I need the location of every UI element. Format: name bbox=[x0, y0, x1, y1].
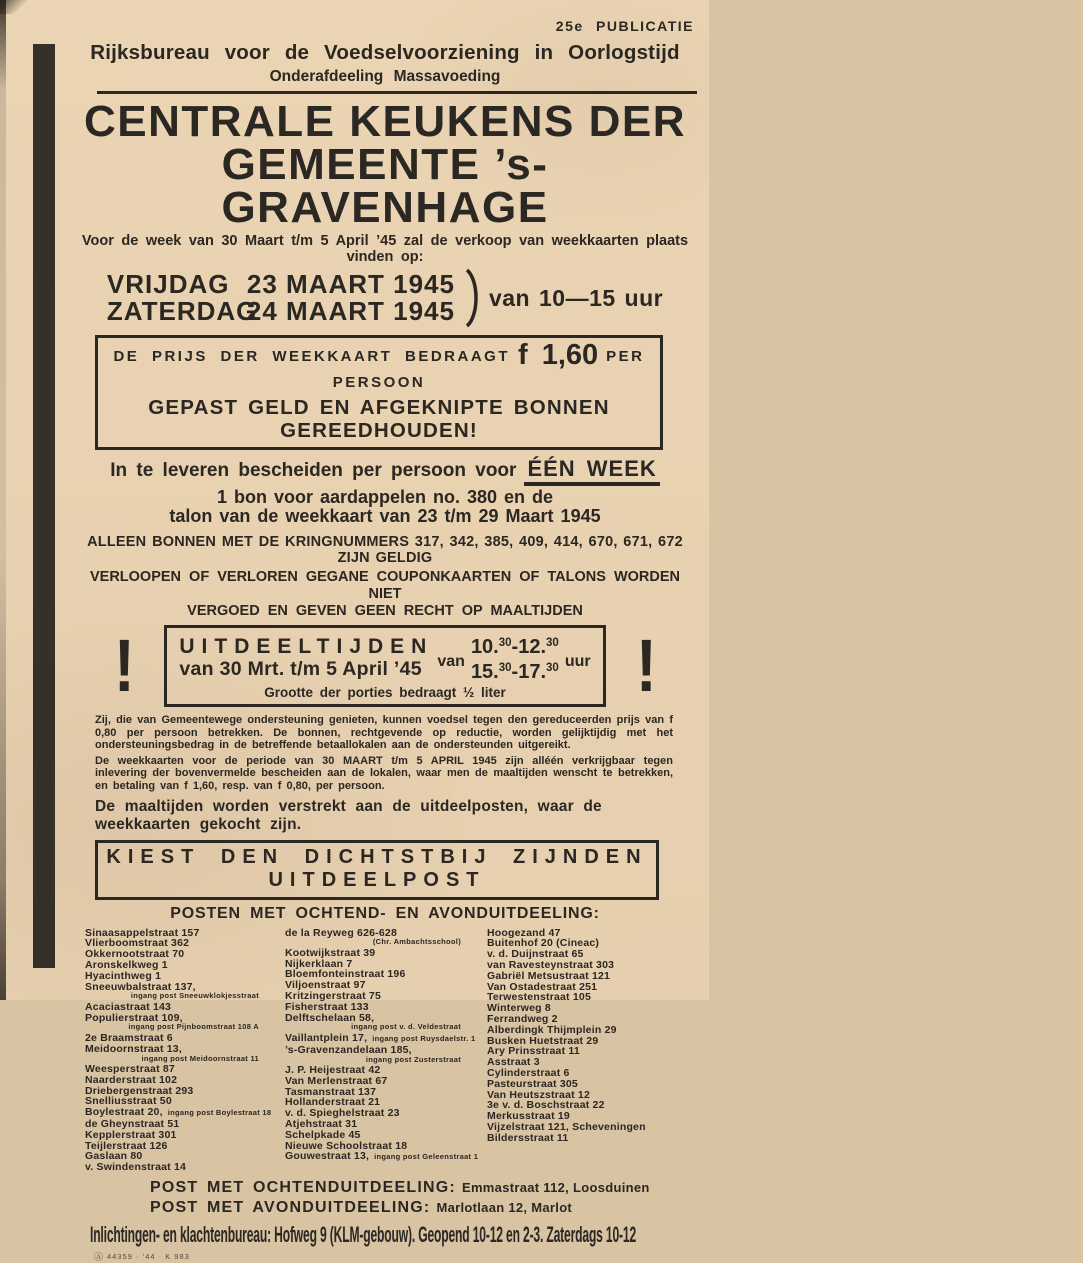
distribution-period: van 30 Mrt. t/m 5 April ’45 bbox=[179, 658, 422, 680]
sale-day-name: VRIJDAG bbox=[106, 269, 230, 299]
exclamation-mark-left: ! bbox=[113, 624, 135, 707]
post-address: Vlierboomstraat 362 bbox=[85, 937, 190, 950]
main-title-line1: CENTRALE KEUKENS DER bbox=[83, 97, 687, 146]
portion-size-line: Grootte der porties bedraagt ½ liter bbox=[264, 685, 506, 700]
post-address: Bloemfonteinstraat 196 bbox=[285, 968, 406, 981]
lost-cards-line2: VERGOED EN GEVEN GEEN RECHT OP MAALTIJDEN bbox=[187, 603, 583, 619]
post-address: Buitenhof 20 (Cineac) bbox=[487, 937, 600, 950]
printer-imprint bbox=[94, 1250, 700, 1263]
post-address: Vijzelstraat 121, Scheveningen bbox=[487, 1120, 646, 1133]
post-address: Hoogezand 47 bbox=[487, 926, 561, 939]
time-part: -17. bbox=[511, 661, 547, 683]
post-address: van Ravesteynstraat 303 bbox=[487, 958, 615, 971]
list-item bbox=[85, 1013, 285, 1032]
price-amount: f 1,60 bbox=[518, 339, 599, 371]
information-bureau-line bbox=[90, 1222, 700, 1248]
post-address: Merkusstraat 19 bbox=[487, 1110, 570, 1123]
post-address: J. P. Heijestraat 42 bbox=[285, 1064, 381, 1077]
post-address: Atjehstraat 31 bbox=[285, 1118, 358, 1131]
post-address: v. d. Spieghelstraat 23 bbox=[285, 1107, 400, 1120]
post-address: 2e Braamstraat 6 bbox=[85, 1031, 173, 1044]
printer-mark-icon: Ⓐ bbox=[94, 1252, 104, 1262]
list-item bbox=[487, 1133, 700, 1144]
post-address: Kritzingerstraat 75 bbox=[285, 990, 381, 1003]
post-address: Populierstraat 109, bbox=[85, 1011, 183, 1024]
post-address: Hyacinthweg 1 bbox=[85, 969, 162, 982]
post-address: Schelpkade 45 bbox=[285, 1128, 361, 1141]
post-note: ingang post Ruysdaelstr. 1 bbox=[372, 1033, 476, 1043]
morning-post-value: Emmastraat 112, Loosduinen bbox=[461, 1180, 650, 1195]
post-note: (Chr. Ambachtsschool) bbox=[372, 937, 461, 947]
time-part: 30 bbox=[498, 637, 512, 649]
post-address: Snelliusstraat 50 bbox=[85, 1095, 172, 1108]
posts-column-3 bbox=[487, 928, 700, 1173]
publication-number: 25e PUBLICATIE bbox=[555, 18, 694, 34]
list-item bbox=[85, 1162, 285, 1173]
post-address: Asstraat 3 bbox=[487, 1056, 540, 1069]
time-part: 15. bbox=[470, 661, 499, 683]
post-address: Driebergenstraat 293 bbox=[85, 1084, 194, 1097]
posts-heading: POSTEN MET OCHTEND- EN AVONDUITDEELING: bbox=[170, 904, 600, 922]
special-posts bbox=[150, 1179, 700, 1216]
main-title bbox=[70, 97, 700, 232]
post-note: ingang post Boylestraat 18 bbox=[167, 1108, 272, 1118]
post-address: v. Swindenstraat 14 bbox=[85, 1161, 187, 1174]
price-warning: GEPAST GELD EN AFGEKNIPTE BONNEN GEREEDHOUDEN! bbox=[148, 396, 610, 442]
sale-days bbox=[70, 269, 700, 327]
weekcards-paragraph: De weekkaarten voor de periode van 30 MAART t/m 5 APRIL 1945 zijn alléén verkrijgbaar tegen inlevering der bovenvermelde bescheiden aan de lokalen, waar men de maaltijden wenscht te betrekken, en betaling van f 1,60, resp. van f 0,80, per persoon. bbox=[95, 754, 673, 792]
post-address: Busken Huetstraat 29 bbox=[487, 1034, 599, 1047]
posts-column-2 bbox=[285, 928, 487, 1173]
main-title-line2: GEMEENTE ’s-GRAVENHAGE bbox=[221, 140, 549, 232]
time-part: 30 bbox=[546, 662, 559, 674]
price-line bbox=[100, 339, 658, 396]
price-suffix: PER PERSOON bbox=[332, 348, 645, 391]
evening-post-value: Marlotlaan 12, Marlot bbox=[436, 1200, 573, 1215]
organization-subtitle: Onderafdeeling Massavoeding bbox=[269, 68, 501, 85]
printer-code: 44359 · ’44 · K 983 bbox=[107, 1252, 190, 1261]
submit-prefix: In te leveren bescheiden per persoon voor bbox=[110, 460, 517, 481]
choose-post-banner: KIEST DEN DICHTSTBIJ ZIJNDEN UITDEELPOST bbox=[95, 840, 659, 900]
post-address: Weesperstraat 87 bbox=[85, 1063, 175, 1076]
price-prefix: DE PRIJS DER WEEKKAART BEDRAAGT bbox=[113, 348, 510, 365]
scan-corner-shadow bbox=[0, 0, 28, 14]
meals-paragraph: De maaltijden worden verstrekt aan de uitdeelposten, waar de weekkaarten gekocht zijn. bbox=[95, 797, 602, 833]
left-margin-bar bbox=[33, 44, 55, 968]
post-address: Teijlerstraat 126 bbox=[85, 1139, 168, 1152]
post-note: ingang post Geleenstraat 1 bbox=[374, 1152, 479, 1162]
post-address: de Gheynstraat 51 bbox=[85, 1118, 180, 1131]
list-item bbox=[85, 1044, 285, 1063]
posts-columns bbox=[85, 928, 700, 1173]
sale-day-date: 23 MAART 1945 bbox=[246, 269, 455, 299]
post-address: 3e v. d. Boschstraat 22 bbox=[487, 1099, 605, 1112]
post-address: Alberdingk Thijmplein 29 bbox=[487, 1023, 617, 1036]
morning-post-row bbox=[150, 1179, 700, 1196]
distribution-times-title: UITDEELTIJDEN bbox=[179, 635, 434, 658]
post-address: de la Reyweg 626-628 bbox=[285, 926, 397, 939]
exclamation-mark-right: ! bbox=[635, 624, 657, 707]
organization-title: Rijksbureau voor de Voedselvoorziening in Oorlogstijd bbox=[90, 41, 680, 64]
sale-day-name: ZATERDAG bbox=[106, 296, 258, 326]
post-address: Van Heutszstraat 12 bbox=[487, 1088, 591, 1101]
scan-edge-shadow bbox=[0, 0, 6, 1000]
post-address: Terwestenstraat 105 bbox=[487, 991, 591, 1004]
submit-emphasis: ÉÉN WEEK bbox=[524, 456, 659, 486]
post-address: Fisherstraat 133 bbox=[285, 1000, 369, 1013]
list-item bbox=[85, 982, 285, 1001]
post-note: ingang post Pijnboomstraat 108 A bbox=[128, 1022, 259, 1032]
sale-day-row bbox=[107, 271, 455, 298]
required-documents-line1: 1 bon voor aardappelen no. 380 en de bbox=[216, 487, 554, 507]
time-range-afternoon bbox=[471, 658, 559, 683]
post-address: Kootwijkstraat 39 bbox=[285, 946, 376, 959]
time-range-morning bbox=[471, 633, 559, 658]
post-address: Van Merlenstraat 67 bbox=[285, 1074, 388, 1087]
brace-icon bbox=[465, 269, 481, 327]
poster-content bbox=[70, 0, 700, 1263]
post-address: Van Ostadestraat 251 bbox=[487, 980, 598, 993]
sale-day-row bbox=[107, 298, 455, 325]
post-address: Bildersstraat 11 bbox=[487, 1131, 569, 1144]
sale-hours: van 10—15 uur bbox=[488, 284, 664, 311]
information-bureau-text: Inlichtingen- en klachtenbureau: Hofweg 9 (KLM-gebouw). Geopend 10-12 en 2-3. Zaterdags 10-12 bbox=[90, 1222, 637, 1247]
post-address: Vaillantplein 17, bbox=[285, 1031, 368, 1044]
post-address: Gabriël Metsustraat 121 bbox=[487, 969, 611, 982]
lost-cards-line1: VERLOOPEN OF VERLOREN GEGANE COUPONKAARTEN OF TALONS WORDEN NIET bbox=[89, 569, 681, 602]
post-address: v. d. Duijnstraat 65 bbox=[487, 948, 584, 961]
time-part: 10. bbox=[470, 636, 499, 658]
header-rule bbox=[97, 91, 697, 94]
post-address: Meidoornstraat 13, bbox=[85, 1042, 182, 1055]
post-note: ingang post v. d. Veldestraat bbox=[351, 1022, 461, 1032]
posts-column-1 bbox=[85, 928, 285, 1173]
post-address: Tasmanstraat 137 bbox=[285, 1085, 377, 1098]
post-address: Delftschelaan 58, bbox=[285, 1011, 375, 1024]
distribution-times-left bbox=[179, 636, 433, 680]
distribution-time-ranges bbox=[471, 633, 559, 683]
post-address: Okkernootstraat 70 bbox=[85, 948, 185, 961]
post-address: Viljoenstraat 97 bbox=[285, 979, 366, 992]
post-note: ingang post Meidoornstraat 11 bbox=[141, 1053, 259, 1063]
post-address: Acaciastraat 143 bbox=[85, 1000, 172, 1013]
distribution-times-top bbox=[179, 633, 590, 683]
required-documents bbox=[70, 488, 700, 526]
post-note: ingang post Zusterstraat bbox=[365, 1054, 461, 1064]
post-address: Pasteurstraat 305 bbox=[487, 1077, 578, 1090]
post-address: Gaslaan 80 bbox=[85, 1150, 143, 1163]
post-address: Winterweg 8 bbox=[487, 1002, 551, 1015]
post-note: ingang post Sneeuwklokjesstraat bbox=[130, 991, 259, 1001]
distribution-times-section bbox=[70, 625, 700, 707]
post-address: Ferrandweg 2 bbox=[487, 1012, 558, 1025]
distribution-van-label: van bbox=[437, 653, 465, 670]
post-address: Nieuwe Schoolstraat 18 bbox=[285, 1139, 408, 1152]
post-address: Aronskelkweg 1 bbox=[85, 958, 168, 971]
post-address: Kepplerstraat 301 bbox=[85, 1128, 177, 1141]
sale-day-date: 24 MAART 1945 bbox=[246, 296, 455, 326]
list-item bbox=[285, 1045, 487, 1064]
evening-post-label: POST MET AVONDUITDEELING: bbox=[150, 1199, 431, 1216]
post-address: Boylestraat 20, bbox=[85, 1106, 163, 1119]
post-address: Ary Prinsstraat 11 bbox=[487, 1045, 580, 1058]
post-address: Sinaasappelstraat 157 bbox=[85, 926, 200, 939]
time-part: 30 bbox=[498, 662, 512, 674]
list-item bbox=[285, 1151, 487, 1163]
post-address: Hollanderstraat 21 bbox=[285, 1096, 381, 1109]
post-address: Nijkerklaan 7 bbox=[285, 957, 353, 970]
post-address: Naarderstraat 102 bbox=[85, 1073, 178, 1086]
post-address: ’s-Gravenzandelaan 185, bbox=[285, 1043, 412, 1056]
post-address: Cylinderstraat 6 bbox=[487, 1066, 570, 1079]
time-part: 30 bbox=[546, 637, 559, 649]
support-paragraph: Zij, die van Gemeentewege ondersteuning genieten, kunnen voedsel tegen den gereduceerden prijs van f 0,80 per persoon betrekken. De bonnen, rechtgevende op reductie, worden gelijktijdig met het ondersteuningsbedrag in de betreffende betaallokalen aan de ondersteunden uitgereikt. bbox=[95, 714, 673, 752]
price-box bbox=[95, 335, 663, 450]
evening-post-row bbox=[150, 1199, 700, 1216]
sale-day-rows bbox=[107, 271, 455, 325]
list-item bbox=[285, 1013, 487, 1032]
morning-post-label: POST MET OCHTENDUITDEELING: bbox=[150, 1179, 456, 1196]
submit-line bbox=[70, 456, 700, 482]
intro-line: Voor de week van 30 Maart t/m 5 April ’45 zal de verkoop van weekkaarten plaats vinden op: bbox=[81, 233, 689, 265]
required-documents-line2: talon van de weekkaart van 23 t/m 29 Maart 1945 bbox=[169, 506, 601, 526]
time-part: -12. bbox=[511, 636, 547, 658]
distribution-times-box bbox=[164, 625, 605, 707]
validity-line: ALLEEN BONNEN MET DE KRINGNUMMERS 317, 342, 385, 409, 414, 670, 671, 672 ZIJN GELDIG bbox=[87, 534, 683, 566]
post-address: Sneeuwbalstraat 137, bbox=[85, 980, 196, 993]
post-address: Gouwestraat 13, bbox=[285, 1150, 370, 1163]
distribution-uur-label: uur bbox=[564, 653, 591, 670]
lost-cards-notice bbox=[70, 569, 700, 620]
list-item bbox=[285, 928, 487, 947]
